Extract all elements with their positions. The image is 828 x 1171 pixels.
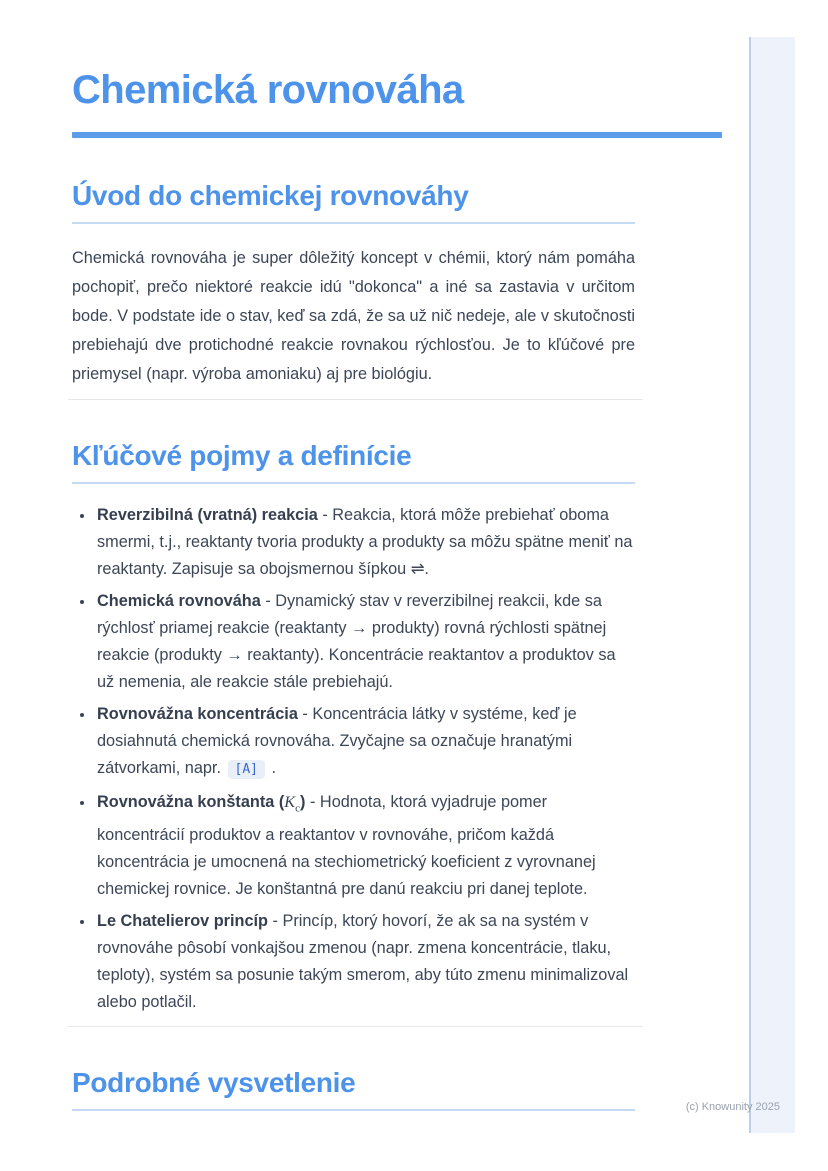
title-rule [72, 132, 722, 138]
key-term-item: • Le Chatelierov princíp - Princíp, ktorý hovorí, že ak sa na systém v rovnováhe pôsobí vonkajšou zmenou (napr. zmena koncentrácie, tlaku, teploty), systém sa posunie takým smerom, aby túto zmenu minimalizoval alebo potlačil. [95, 908, 635, 1016]
section-heading-intro: Úvod do chemickej rovnováhy [72, 180, 469, 211]
key-term-item: • Rovnovážna koncentrácia - Koncentrácia látky v systéme, keď je dosiahnutá chemická rovnováha. Zvyčajne sa označuje hranatými zátvorkami, napr. [A] . [95, 701, 635, 783]
intro-paragraph: Chemická rovnováha je super dôležitý koncept v chémii, ktorý nám pomáha pochopiť, prečo niektoré reakcie idú "dokonca" a iné sa zastavia v určitom bode. V podstate ide o stav, keď sa zdá, že sa už nič nedeje, ale v skutočnosti prebiehajú dve protichodné reakcie rovnakou rýchlosťou. Je to kľúčové pre priemysel (napr. výroba amoniaku) aj pre biológiu. [72, 249, 635, 383]
key-term-label: ) [300, 793, 306, 811]
heading-underline [72, 1109, 635, 1111]
math-variable: $K_c$ [284, 792, 301, 815]
section-detailed [72, 1065, 635, 1111]
key-term-label: Chemická rovnováha [97, 592, 261, 610]
heading-underline [72, 482, 635, 484]
key-term-label: Rovnovážna konštanta ( [97, 793, 285, 811]
page-title: Chemická rovnováha [72, 68, 464, 112]
key-term-item: • Chemická rovnováha - Dynamický stav v reverzibilnej reakcii, kde sa rýchlosť priamej reakcie (reaktanty → produkty) rovná rýchlosti spätnej reakcie (produkty → reaktanty). Koncentrácie reaktantov a produktov sa už nemenia, ale reakcie stále prebiehajú. [95, 588, 635, 696]
section-intro [72, 178, 635, 389]
document-content [72, 0, 635, 1111]
section-key-terms [72, 438, 635, 1016]
section-divider [68, 399, 643, 400]
key-term-label: Le Chatelierov princíp [97, 912, 268, 931]
section-heading-key-terms: Kľúčové pojmy a definície [72, 440, 412, 471]
section-heading-detailed: Podrobné vysvetlenie [72, 1067, 356, 1099]
section-divider [68, 1026, 643, 1027]
copyright-footer: (c) Knowunity 2025 [685, 1101, 780, 1113]
heading-underline [72, 222, 635, 224]
key-term-item: • Rovnovážna konštanta $(K_c)$ - Hodnota, ktorá vyjadruje pomer koncentrácií produktov a reaktantov v rovnováhe, pričom každá koncentrácia je umocnená na stechiometrický koeficient z vyrovnanej chemickej rovnice. Je konštantná pre danú reakciu pri danej teplote. [95, 788, 635, 903]
key-terms-list [72, 502, 635, 1016]
page-margin-strip [749, 37, 795, 1133]
inline-code-badge: [A] [228, 760, 265, 779]
key-term-label: Reverzibilná (vratná) reakcia [97, 506, 318, 524]
key-term-item: • Reverzibilná (vratná) reakcia - Reakcia, ktorá môže prebiehať oboma smermi, t.j., reaktanty tvoria produkty a produkty sa môžu spätne meniť na reaktanty. Zapisuje sa obojsmernou šípkou ⇌. [95, 502, 635, 583]
key-term-label: Rovnovážna koncentrácia [97, 705, 298, 723]
